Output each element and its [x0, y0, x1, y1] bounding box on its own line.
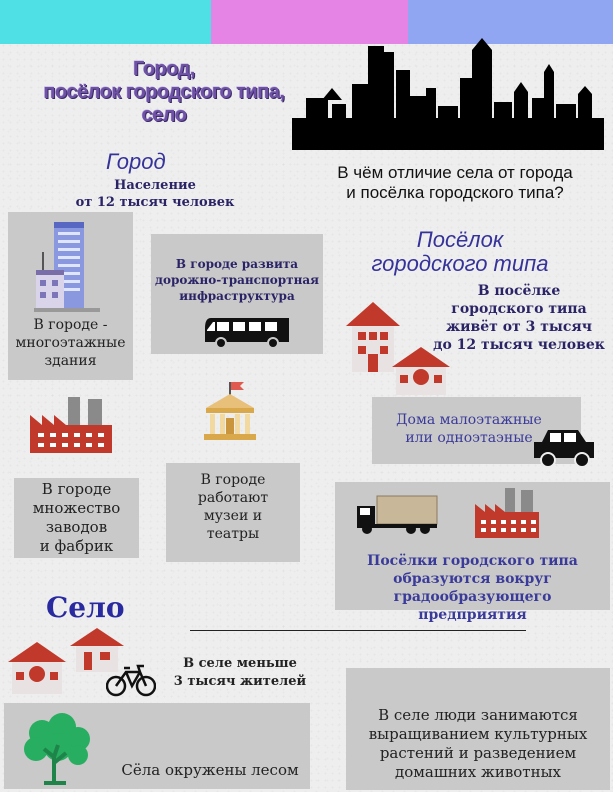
village-population: В селе меньше 3 тысяч жителей [173, 656, 307, 689]
tree-icon [18, 711, 96, 785]
forest-text: Сёла окружены лесом [121, 761, 299, 779]
museums-text: В городе работают музеи и театры [197, 472, 269, 542]
factory-icon [28, 395, 114, 455]
settlement-heading: Посёлок городского типа [371, 227, 549, 276]
factories-box [14, 478, 139, 558]
bicycle-icon [106, 664, 156, 698]
farming-text: В селе люди занимаются выращиванием культурных растений и разведением домашних животных [368, 706, 588, 781]
car-icon [532, 428, 598, 470]
highrise-text: В городе - многоэтажные здания [15, 317, 126, 369]
top-strip-cyan [0, 0, 211, 44]
page-title: Город, посёлок городского типа, село [43, 58, 285, 126]
highrise-box [8, 212, 133, 380]
museums-box [166, 463, 300, 562]
city-population: Население от 12 тысяч человек [75, 178, 235, 210]
factory-icon [473, 486, 541, 540]
transport-text: В городе развита дорожно-транспортная инфраструктура [154, 257, 319, 303]
forest-box [4, 703, 310, 789]
enterprise-box [335, 482, 610, 623]
farming-box [346, 668, 610, 790]
divider-line [190, 630, 526, 631]
village-heading: Село [46, 591, 125, 624]
city-heading: Город [106, 149, 166, 174]
house-icon [6, 640, 68, 696]
transport-box [151, 234, 323, 354]
enterprise-text: Посёлки городского типа образуются вокруг градообразующего предприятия [367, 553, 578, 623]
truck-icon [355, 494, 439, 534]
factories-text: В городе множество заводов и фабрик [32, 480, 121, 555]
houses-text: Дома малоэтажные или одноэтаэные [396, 412, 542, 446]
question-text: В чём отличие села от города и посёлка городского типа? [337, 163, 573, 202]
settlement-population: В посёлке городского типа живёт от 3 тысяч до 12 тысяч человек [433, 283, 605, 353]
bus-icon [203, 316, 293, 350]
skyscraper-icon [34, 220, 100, 312]
skyline-icon [292, 38, 604, 150]
museum-icon [202, 380, 258, 442]
